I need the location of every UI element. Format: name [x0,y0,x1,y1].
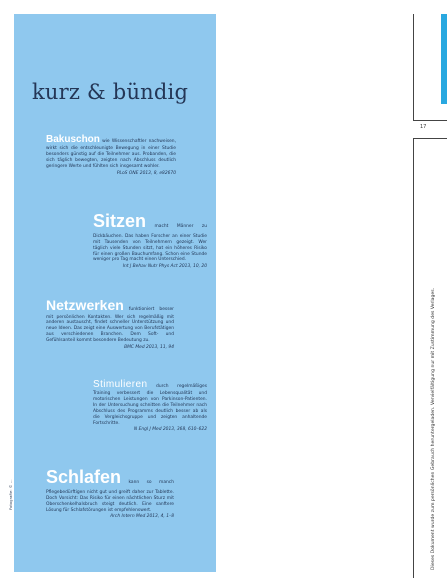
article-head: Bakuschon [46,134,100,145]
article-head: Netzwerken [46,297,124,313]
page-title: kurz & bündig [32,80,189,104]
article-source: BMC Med 2013, 11, 94 [124,344,174,350]
edge-marker [441,14,447,104]
article-source: PLoS ONE 2013, 8, e82670 [116,170,176,176]
article-stimulieren [93,378,207,433]
article-netzwerken [46,296,174,351]
article-source: N Engl J Med 2013, 368, 610–622 [133,427,207,433]
article-head: Stimulieren [93,379,148,390]
article-head: Sitzen [93,211,147,231]
article-body: wie Wissenschaftler nachweisen, wirkt sich die entschleunigte Bewegung in einer Studie besonders günstig auf die Teilnehmer aus. Probanden, die sich täglich bewegten, zeigten nach Abschluss deutlich geringere Werte und fühlten sich insgesamt wohler. [46,139,176,169]
article-source: Arch Intern Med 2013, 4, 1–8 [110,514,174,520]
article-sitzen [93,210,207,270]
article-schlafen [46,466,174,520]
margin-rule [413,14,414,120]
article-body: durch regelmäßiges Training verbessert die Lebensqualität und motorischen Leistungen von Parkinson-Patienten. In der Untersuchung schnitten die Teilnehmer nach Abschluss des Programms deutlich besser ab als die Vergleichsgruppe und zeigten anhaltende Fortschritte. [93,384,207,426]
article-body: kann so manch Pflegebedürftigen nicht gut und greift daher zur Tablette. Doch Vorsicht: Das Risiko für einen nächtlichen Sturz mit Oberschenkelhalsbruch steigt deutlich. Eine sanftere Lösung für Schlafstörungen ist empfehlenswert. [46,480,174,513]
margin-rule [413,120,447,121]
article-head: Schlafen [46,467,122,487]
margin-rule [413,138,447,139]
article-bakuschon [46,133,176,177]
article-source: Int J Behav Nutr Phys Act 2013, 10, 20 [122,264,207,270]
margin-rule [413,138,414,578]
photo-credit: Fotografie: © … [8,479,13,510]
article-body: funktioniert besser mit persönlichen Kontakten. Wer sich regelmäßig mit anderen austauscht, findet schneller Unterstützung und neue Ideen. Das zeigt eine Auswertung von Berufstätigen aus verschiedenen Branchen. Dem Soft- und Gefühlsanteil kommt besondere Bedeutung zu. [46,307,174,344]
page-number: 17 [420,124,427,130]
article-body: macht Männer zu Dickbäuchen. Das haben Forscher an einer Studie mit Tausenden von Teilnehmern gezeigt. Wer täglich viele Stunden sitzt, hat ein höheres Risiko für einen großen Bauchumfang. Schon eine Stunde weniger pro Tag macht einen Unterschied. [93,224,207,263]
copyright-notice: Dieses Dokument wurde zum persönlichen Gebrauch heruntergeladen. Vervielfältigung nur mit Zustimmung des Verlages. [431,287,436,570]
